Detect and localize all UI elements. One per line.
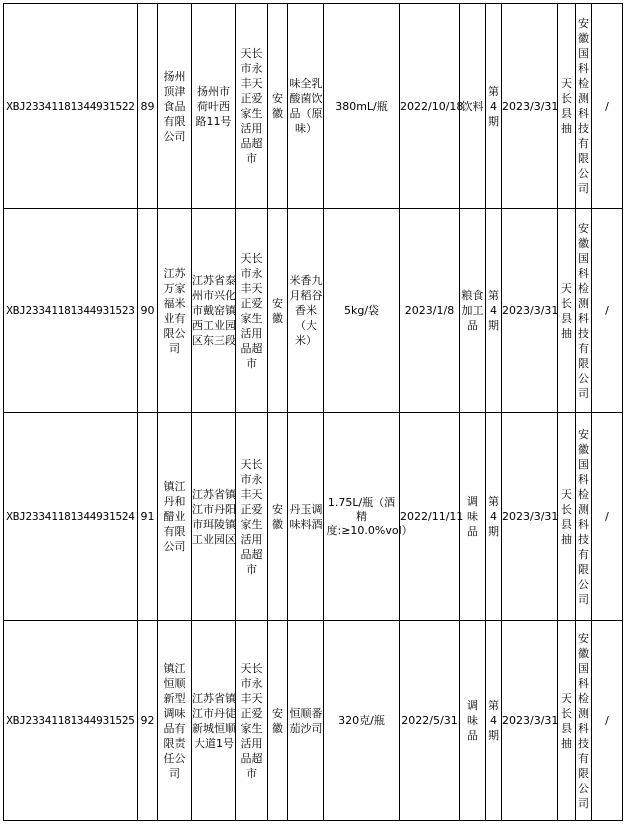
remark: /: [592, 4, 623, 209]
producer-address: 江苏省镇江市丹徒新城恒顺大道1号: [192, 621, 236, 821]
production-date: 2022/5/31: [400, 621, 460, 821]
province: 安徽: [268, 209, 288, 413]
announce-date: 2023/3/31: [502, 413, 558, 621]
producer-name: 扬州顶津食品有限公司: [158, 4, 192, 209]
food-category: 粮食加工品: [460, 209, 486, 413]
producer-address: 江苏省泰州市兴化市戴窑镇西工业园区东三段: [192, 209, 236, 413]
seller-name: 天长市永丰天正爱家生活用品超市: [236, 4, 268, 209]
table-row: [4, 621, 623, 821]
specification: 380mL/瓶: [324, 4, 400, 209]
task-source: 天长县抽: [558, 4, 576, 209]
sample-number: XBJ23341181344931524: [4, 413, 138, 621]
table-row: [4, 4, 623, 209]
issue-period: 第4期: [486, 4, 502, 209]
specification: 320克/瓶: [324, 621, 400, 821]
table-row: [4, 209, 623, 413]
announce-date: 2023/3/31: [502, 621, 558, 821]
product-name: 味全乳酸菌饮品（原味）: [288, 4, 324, 209]
product-name: 恒顺番茄沙司: [288, 621, 324, 821]
province: 安徽: [268, 621, 288, 821]
issue-period: 第4期: [486, 209, 502, 413]
task-source: 天长县抽: [558, 621, 576, 821]
seller-name: 天长市永丰天正爱家生活用品超市: [236, 413, 268, 621]
production-date: 2022/11/11: [400, 413, 460, 621]
producer-name: 江苏万家福米业有限公司: [158, 209, 192, 413]
producer-name: 镇江恒顺新型调味品有限责任公司: [158, 621, 192, 821]
producer-address: 扬州市荷叶西路11号: [192, 4, 236, 209]
testing-organization: 安徽国科检测科技有限公司: [576, 413, 592, 621]
specification: 1.75L/瓶（酒精度:≥10.0%vol）: [324, 413, 400, 621]
food-category: 饮料: [460, 4, 486, 209]
province: 安徽: [268, 4, 288, 209]
task-source: 天长县抽: [558, 413, 576, 621]
remark: /: [592, 413, 623, 621]
specification: 5kg/袋: [324, 209, 400, 413]
announce-date: 2023/3/31: [502, 209, 558, 413]
issue-period: 第4期: [486, 413, 502, 621]
testing-organization: 安徽国科检测科技有限公司: [576, 4, 592, 209]
production-date: 2022/10/18: [400, 4, 460, 209]
announce-date: 2023/3/31: [502, 4, 558, 209]
food-category: 调味品: [460, 413, 486, 621]
production-date: 2023/1/8: [400, 209, 460, 413]
food-category: 调味品: [460, 621, 486, 821]
seller-name: 天长市永丰天正爱家生活用品超市: [236, 621, 268, 821]
issue-period: 第4期: [486, 621, 502, 821]
sampling-results-table: [3, 3, 623, 821]
province: 安徽: [268, 413, 288, 621]
product-name: 丹玉调味料酒: [288, 413, 324, 621]
table-row: [4, 413, 623, 621]
remark: /: [592, 621, 623, 821]
testing-organization: 安徽国科检测科技有限公司: [576, 621, 592, 821]
sample-number: XBJ23341181344931522: [4, 4, 138, 209]
sample-number: XBJ23341181344931523: [4, 209, 138, 413]
sequence-number: 89: [138, 4, 158, 209]
sequence-number: 91: [138, 413, 158, 621]
testing-organization: 安徽国科检测科技有限公司: [576, 209, 592, 413]
producer-address: 江苏省镇江市丹阳市珥陵镇工业园区: [192, 413, 236, 621]
sequence-number: 92: [138, 621, 158, 821]
sequence-number: 90: [138, 209, 158, 413]
task-source: 天长县抽: [558, 209, 576, 413]
product-name: 米香九月稻谷香米（大米）: [288, 209, 324, 413]
seller-name: 天长市永丰天正爱家生活用品超市: [236, 209, 268, 413]
sample-number: XBJ23341181344931525: [4, 621, 138, 821]
remark: /: [592, 209, 623, 413]
producer-name: 镇江丹和醋业有限公司: [158, 413, 192, 621]
